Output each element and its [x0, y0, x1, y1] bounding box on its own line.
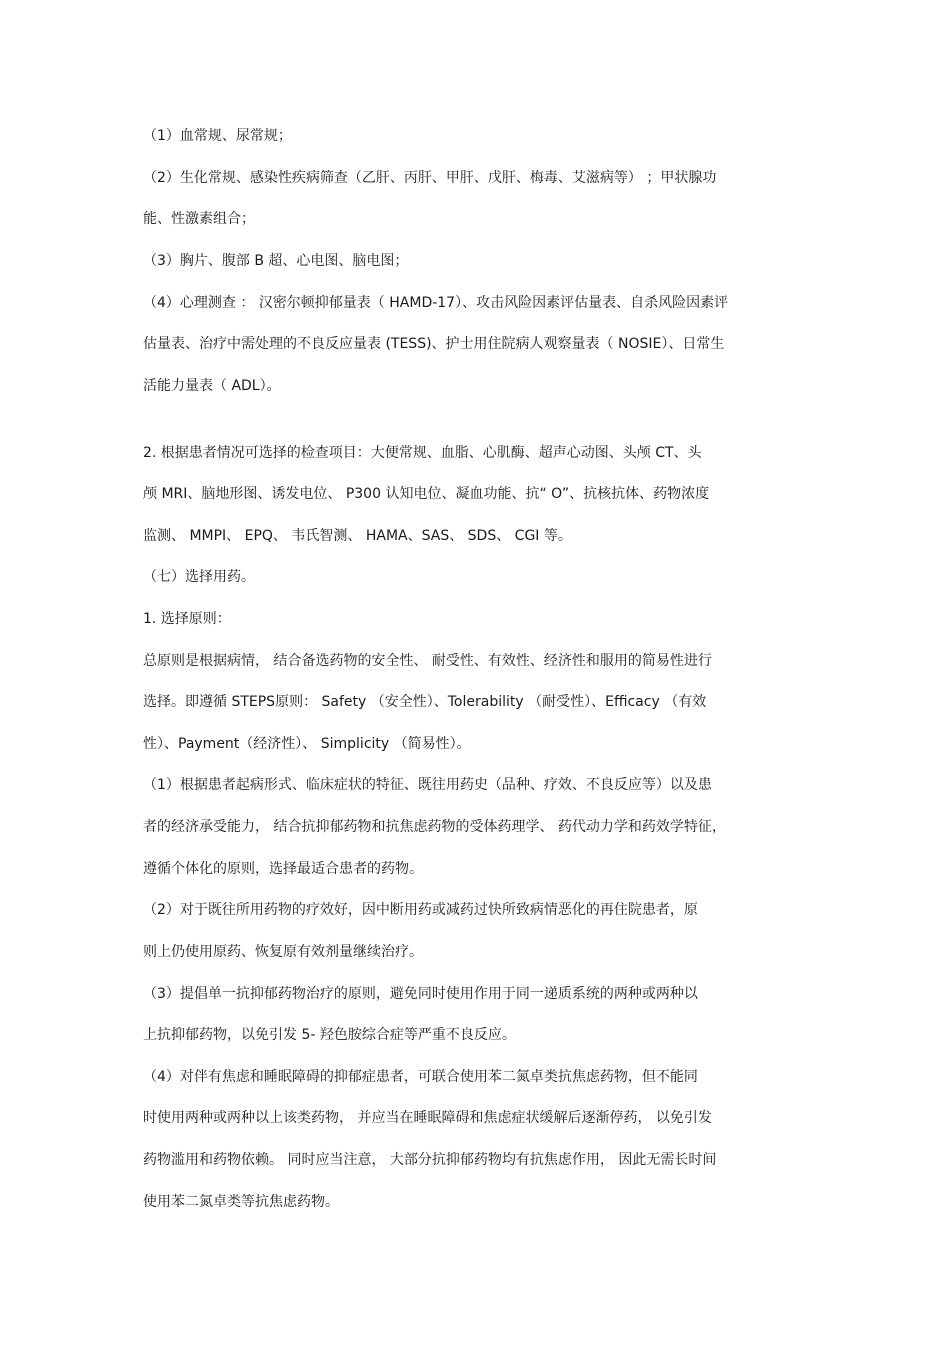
text-line: 活能力量表（ ADL）。: [143, 378, 281, 394]
text-line: 遵循个体化的原则，选择最适合患者的药物。: [143, 861, 423, 877]
text-line: 2. 根据患者情况可选择的检查项目：大便常规、血脂、心肌酶、超声心动图、头颅 CT、头: [143, 445, 702, 461]
text-line: 选择。即遵循 STEPS原则： Safety （安全性）、Tolerability （耐受性）、Efficacy （有效: [143, 694, 707, 710]
text-line: （3）提倡单一抗抑郁药物治疗的原则，避免同时使用作用于同一递质系统的两种或两种以: [143, 986, 698, 1002]
sub-heading: 1. 选择原则：: [143, 611, 231, 627]
text-line: （1）根据患者起病形式、临床症状的特征、既往用药史（品种、疗效、不良反应等）以及患: [143, 777, 712, 793]
text-line: （4）对伴有焦虑和睡眠障碍的抑郁症患者，可联合使用苯二氮卓类抗焦虑药物，但不能同: [143, 1069, 698, 1085]
text-line: 使用苯二氮卓类等抗焦虑药物。: [143, 1194, 339, 1210]
text-line: （1）血常规、尿常规；: [143, 128, 292, 144]
text-line: 总原则是根据病情， 结合备选药物的安全性、 耐受性、有效性、经济性和服用的简易性进行: [143, 653, 712, 669]
section-heading: （七）选择用药。: [143, 569, 255, 585]
text-line: 颅 MRI、脑地形图、诱发电位、 P300 认知电位、凝血功能、抗“ O”、抗核抗体、药物浓度: [143, 486, 710, 502]
text-line: 时使用两种或两种以上该类药物， 并应当在睡眠障碍和焦虑症状缓解后逐渐停药， 以免引发: [143, 1110, 712, 1126]
text-line: （4）心理测查 ： 汉密尔顿抑郁量表（ HAMD-17）、攻击风险因素评估量表、自杀风险因素评: [143, 295, 729, 311]
text-line: 则上仍使用原药、恢复原有效剂量继续治疗。: [143, 944, 423, 960]
text-line: 者的经济承受能力， 结合抗抑郁药物和抗焦虑药物的受体药理学、 药代动力学和药效学特征，: [143, 819, 726, 835]
text-line: 能、性激素组合；: [143, 211, 255, 227]
text-line: （2）生化常规、感染性疾病筛查（乙肝、丙肝、甲肝、戊肝、梅毒、艾滋病等） ；甲状腺功: [143, 170, 717, 186]
text-line: 性）、Payment（经济性）、 Simplicity （简易性）。: [143, 736, 471, 752]
text-line: 估量表、治疗中需处理的不良反应量表 (TESS)、护士用住院病人观察量表（ NOSIE）、日常生: [143, 336, 725, 352]
text-line: （3）胸片、腹部 B 超、心电图、脑电图；: [143, 253, 409, 269]
text-line: 监测、 MMPI、 EPQ、 韦氏智测、 HAMA、SAS、 SDS、 CGI 等。: [143, 528, 572, 544]
text-line: （2）对于既往所用药物的疗效好，因中断用药或减药过快所致病情恶化的再住院患者，原: [143, 902, 698, 918]
text-line: 上抗抑郁药物，以免引发 5- 羟色胺综合症等严重不良反应。: [143, 1027, 516, 1043]
text-line: 药物滥用和药物依赖。 同时应当注意， 大部分抗抑郁药物均有抗焦虑作用， 因此无需长时间: [143, 1152, 717, 1168]
